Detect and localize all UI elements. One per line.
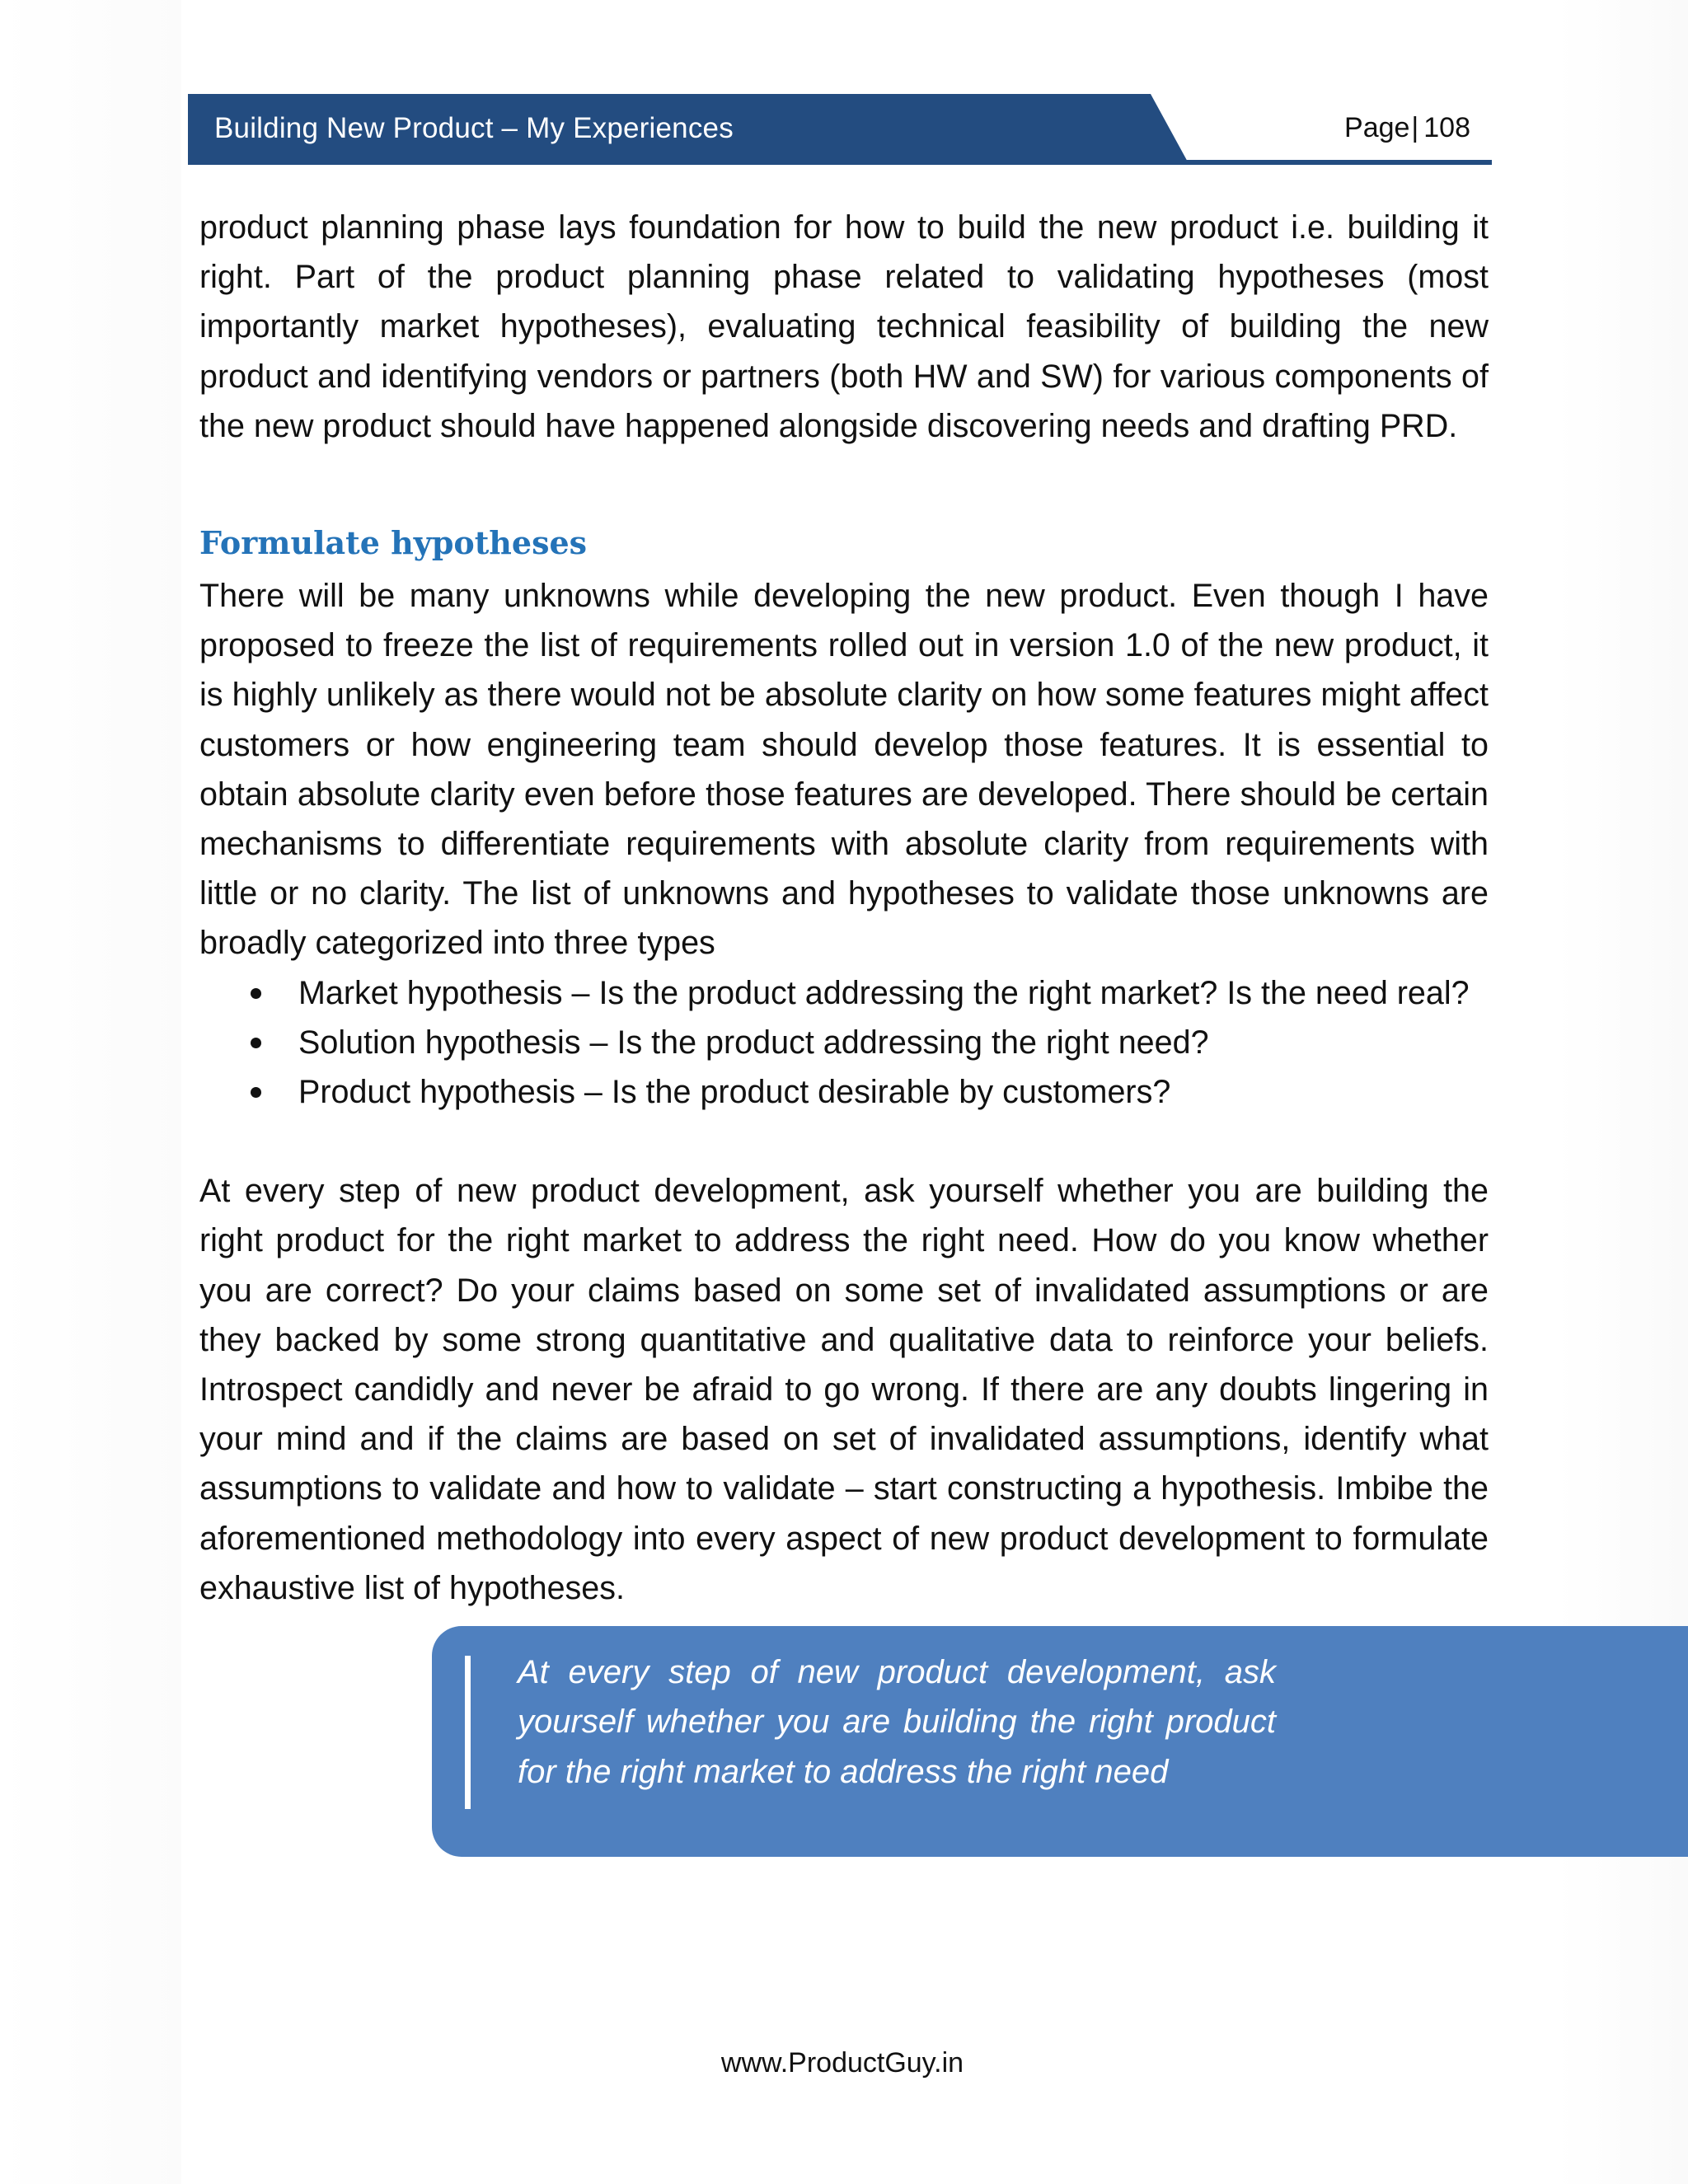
page-header xyxy=(188,94,1492,166)
list-item-text: Product hypothesis – Is the product desirable by customers? xyxy=(298,1074,1171,1111)
list-item xyxy=(199,1067,1489,1117)
paragraph-unknowns: There will be many unknowns while developing the new product. Even though I have proposed to freeze the list of requirements rolled out in version 1.0 of the new product, it is highly unlikely as there would not be absolute clarity on how some features might affect customers or how engineering team should develop those features. It is essential to obtain absolute clarity even before those features are developed. There should be certain mechanisms to differentiate requirements with absolute clarity from requirements with little or no clarity. The list of unknowns and hypotheses to validate those unknowns are broadly categorized into three types xyxy=(199,578,1489,962)
page-shade-left xyxy=(0,0,181,2184)
pull-quote-bar xyxy=(465,1656,471,1809)
bullet-icon xyxy=(251,988,261,999)
hypothesis-types-list xyxy=(199,968,1489,1118)
page-label: Page xyxy=(1344,112,1410,143)
footer-url: www.ProductGuy.in xyxy=(720,2047,964,2079)
page-number xyxy=(1344,112,1470,144)
list-item xyxy=(199,968,1489,1018)
list-item-text: Solution hypothesis – Is the product addressing the right need? xyxy=(298,1024,1209,1061)
paragraph-methodology: At every step of new product development, ask yourself whether you are building the right product for the right market to address the right need. How do you know whether you are correct? Do your claims based on some set of invalidated assumptions or are they backed by some strong quantitative and qualitative data to reinforce your beliefs. Introspect candidly and never be afraid to go wrong. If there are any doubts lingering in your mind and if the claims are based on set of invalidated assumptions, identify what assumptions to validate and how to validate – start constructing a hypothesis. Imbibe the aforementioned methodology into every aspect of new product development to formulate exhaustive list of hypotheses. xyxy=(199,1173,1489,1606)
page-content xyxy=(199,203,1489,1613)
header-title: Building New Product – My Experiences xyxy=(214,112,734,144)
bullet-icon xyxy=(251,1038,261,1048)
page-footer xyxy=(0,2047,1688,2079)
section-heading: Formulate hypotheses xyxy=(199,524,588,562)
list-item xyxy=(199,1018,1489,1067)
page-number-value: 108 xyxy=(1423,112,1470,143)
paragraph-intro: product planning phase lays foundation for how to build the new product i.e. building it right. Part of the product planning phase related to validating hypotheses (most importantly market hypotheses), evaluating technical feasibility of building the new product and identifying vendors or partners (both HW and SW) for various components of the new product should have happened alongside discovering needs and drafting PRD. xyxy=(199,209,1489,444)
list-item-text: Market hypothesis – Is the product addressing the right market? Is the need real? xyxy=(298,974,1470,1011)
page-separator: | xyxy=(1411,112,1419,143)
pull-quote xyxy=(432,1626,1688,1857)
bullet-icon xyxy=(251,1087,261,1098)
pull-quote-text: At every step of new product development, ask yourself whether you are building the right product for the right market to address the right need xyxy=(518,1654,1276,1790)
